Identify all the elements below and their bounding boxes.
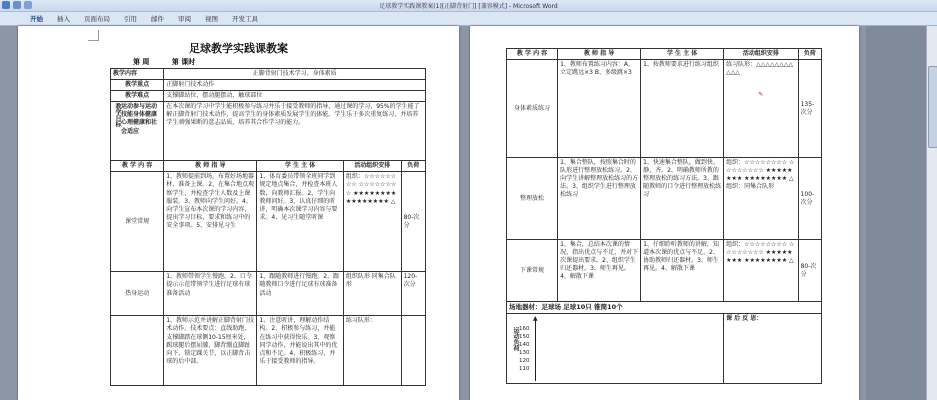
lesson-text: 第 课时 xyxy=(171,58,196,66)
hdr-student: 学 生 主 体 xyxy=(257,161,344,172)
row-routine-name: 课堂常规 xyxy=(111,172,164,272)
row-cooldown-teacher: 1、集合整队，按照集合时的队形进行整理放松练习。2、向学生讲解整理放松练习的方法。3、组织学生进行整理放松练习 xyxy=(558,158,641,240)
row-fitness-load: 135-次分 xyxy=(798,60,821,158)
hdr2-student: 学 生 主 体 xyxy=(641,49,724,60)
row-main-load xyxy=(401,316,425,386)
row-fitness-name: 身体素质练习 xyxy=(507,60,558,158)
row-warmup-student: 1、跟随教师进行慢跑。2、跟随教师口令进行足球有球准备活动 xyxy=(257,272,344,316)
lesson-table-1 xyxy=(110,68,426,386)
row-main-org: 练习队形： xyxy=(343,316,401,386)
chart-tick-label: 150 xyxy=(519,333,530,340)
row-main-student: 1、注意听讲，理解动作结构。2、积极参与练习，并能在练习中获得快乐。3、观察同学动作，并能说出其中的优点和不足。4、积极练习，并乐于接受教师的指导。 xyxy=(257,316,344,386)
marker-icon: ✎ xyxy=(758,91,764,99)
document-page-1[interactable] xyxy=(18,26,459,400)
hdr-org: 活动组织安排 xyxy=(343,161,401,172)
week-text: 第 周 xyxy=(133,58,150,66)
ribbon-tab[interactable]: 开始 xyxy=(30,15,43,23)
row-main-teacher: 1、教师示范并讲解正脚背射门技术动作。技术要点：直线助跑，支撑脚踏在球侧10-15厘米处，踢球腿后摆屈膝，脚背绷直脚趾向下，锁定踝关节，以正脚背击球的后中部。 xyxy=(164,316,257,386)
reflection-cell: 课 后 反 思： xyxy=(724,313,822,383)
row-cooldown-org: 组织：☆☆☆☆☆☆☆☆ ☆☆☆☆☆☆☆☆ ★★★★★★★★ ★★★★★★★★ △ 组织：同集合队形 xyxy=(724,158,798,240)
row-routine-org: 组织：☆☆☆☆☆☆☆☆ ☆☆☆☆☆☆☆☆ ★★★★★★★★ ★★★★★★★★ △ xyxy=(343,172,401,272)
vertical-scrollbar[interactable] xyxy=(926,26,937,400)
row-main-name xyxy=(111,316,164,386)
chart-tick-label: 120 xyxy=(519,357,530,364)
scrollbar-thumb[interactable] xyxy=(928,66,937,148)
hdr2-content: 教 学 内 容 xyxy=(507,49,558,60)
hdr-content: 教 学 内 容 xyxy=(111,161,164,172)
row-routine-load: 80-次分 xyxy=(401,172,425,272)
ribbon xyxy=(0,12,937,26)
row-cooldown-load: 100-次分 xyxy=(798,158,821,240)
fitness-org-text: 练习队形：△△△△△△△△△△△ xyxy=(726,61,793,77)
ribbon-tab[interactable]: 插入 xyxy=(57,15,70,23)
row-warmup-org: 组织队形 同集合队形 xyxy=(343,272,401,316)
ribbon-tab[interactable]: 引用 xyxy=(124,15,137,23)
axis-arrow-icon: ▲ xyxy=(533,314,538,322)
hdr2-org: 活动组织安排 xyxy=(724,49,798,60)
chart-tick-label: 130 xyxy=(519,349,530,356)
row-routine-teacher: 1、教师提前到场，布置好场地器材，准备上课。2、在集合地点观察学生，并检查学生人数及上课服装。3、教师向学生问好。4、向学生宣布本次课的学习内容，提出学习目标，要求和练习中的安全事项。5、安排见习生 xyxy=(164,172,257,272)
row-dismiss-teacher: 1、集合，总结本次课的情况，指出优点与不足，并对下次课提出要求。2、组织学生归还器材。3、师生再见。4、解散下课 xyxy=(558,240,641,302)
load-chart-axis xyxy=(519,315,559,381)
key-label: 教学重点 xyxy=(111,80,164,91)
row-dismiss-name: 下课常规 xyxy=(507,240,558,302)
ribbon-tab[interactable]: 审阅 xyxy=(178,15,191,23)
y-axis xyxy=(533,314,538,381)
chart-tick-label: 140 xyxy=(519,341,530,348)
goal-label: 教学目标 xyxy=(114,103,121,128)
page-title: 足球教学实践课教案 xyxy=(189,42,288,55)
week-label xyxy=(133,57,195,67)
chart-tick-label: 110 xyxy=(519,365,530,372)
row-cooldown-name: 整理放松 xyxy=(507,158,558,240)
row-warmup-teacher: 1、教师带领学生慢跑。2、口令提示示范带领学生进行足球有球准备活动 xyxy=(164,272,257,316)
chart-tick-label: 160 xyxy=(519,325,530,332)
row-fitness-teacher: 1、教师布置练习内容：A、立定跳远×3 B、多级跳×3 xyxy=(558,60,641,158)
hdr-load: 负荷 xyxy=(401,161,425,172)
row-dismiss-student: 1、仔细聆听教师的讲解，知道本次课的优点与不足。2、协助教师归还器材。3、师生再见。4、解散下课 xyxy=(641,240,724,302)
ribbon-tab[interactable]: 开发工具 xyxy=(232,15,258,23)
row-fitness-org xyxy=(724,60,798,158)
row-cooldown-student: 1、快速集合整队，做到快、静、齐。2、明确教师所教的整理放松的练习方法。3、跟随教师的口令进行整理放松练习 xyxy=(641,158,724,240)
goal-sub: 运动参与运动技能身体健康心理健康和社会适应 xyxy=(121,103,158,135)
hdr2-load: 负荷 xyxy=(798,49,821,60)
goal-text: 在本次课的学习中学生能积极参与练习并乐于接受教师的指导，通过课的学习，95%的学生能了解正脚背射门技术动作，提高学生的身体素质发展学生的体能。学生乐于多次重复练习，并培养学生顽强果断的意志品质，培养其合作学习的能力。 xyxy=(164,102,426,161)
content-value: 正脚背射门技术学习、身体素质 xyxy=(164,69,426,80)
row-routine-student: 1、体育委员带领全班同学到规定地点集合，并检查本班人数，向教师汇报。2、学生向教师问好。3、认真仔细的听讲，明确本次课学习内容与要求。4、见习生随堂听课 xyxy=(257,172,344,272)
row-warmup-load: 120-次分 xyxy=(401,272,425,316)
load-chart-label: 运动负荷 xyxy=(512,326,519,351)
ribbon-tab[interactable]: 视图 xyxy=(205,15,218,23)
window-title: 足球教学实践课教案(1)[正脚背射门] [兼容模式] - Microsoft Word xyxy=(379,3,558,10)
content-label: 教学内容 xyxy=(111,69,164,80)
row-dismiss-org: 组织：☆☆☆☆☆☆☆☆ ☆☆☆☆☆☆☆☆ ★★★★★★★★ ★★★★★★★★ △ xyxy=(724,240,798,302)
row-fitness-student: 1、按教师要求进行练习组织 xyxy=(641,60,724,158)
row-dismiss-load: 80-次分 xyxy=(798,240,821,302)
difficulty-label: 教学难点 xyxy=(111,91,164,102)
goal-cell xyxy=(111,102,164,161)
document-workspace xyxy=(0,26,937,400)
lesson-table-2 xyxy=(506,48,822,384)
difficulty-value: 支撑脚站位，摆动腿摆动，触球部位 xyxy=(164,91,426,102)
ribbon-tab[interactable]: 邮件 xyxy=(151,15,164,23)
load-chart-cell xyxy=(507,313,724,383)
ribbon-tab[interactable]: 页面布局 xyxy=(84,15,110,23)
row-warmup-name: 热身运动 xyxy=(111,272,164,316)
key-value: 正脚射门技术动作 xyxy=(164,80,426,91)
document-page-2[interactable] xyxy=(470,26,859,400)
hdr2-teacher: 教 师 指 导 xyxy=(558,49,641,60)
hdr-teacher: 教 师 指 导 xyxy=(164,161,257,172)
venue-equipment: 场地器材：足球场 足球10只 锥筒10个 xyxy=(507,302,822,314)
title-bar xyxy=(0,0,937,12)
